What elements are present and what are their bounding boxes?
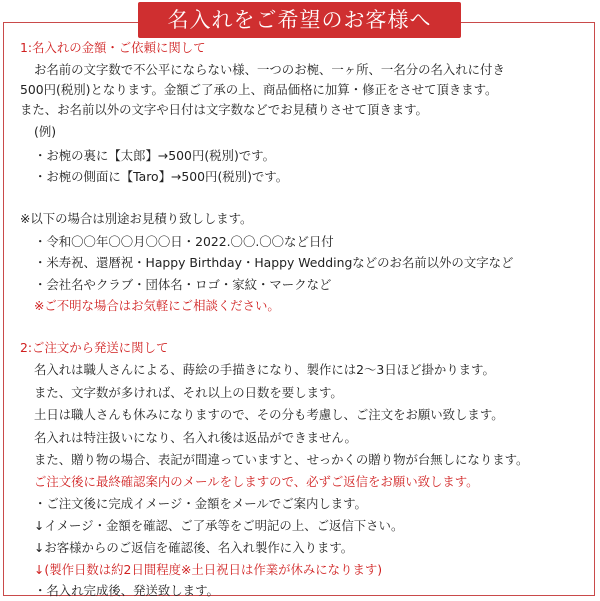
notice-line: 土日は職人さんも休みになりますので、その分も考慮し、ご注文をお願い致します。: [34, 407, 504, 422]
notice-line: また、お名前以外の文字や日付は文字数などでお見積りさせて頂きます。: [20, 102, 428, 117]
notice-line: 2:ご注文から発送に関して: [20, 340, 169, 355]
notice-line: ・お椀の裏に【太郎】→500円(税別)です。: [34, 148, 275, 163]
notice-line: ・令和〇〇年〇〇月〇〇日・2022.〇〇.〇〇など日付: [34, 234, 334, 249]
notice-line: ・会社名やクラブ・団体名・ロゴ・家紋・マークなど: [34, 277, 332, 292]
notice-line: ※以下の場合は別途お見積り致しします。: [20, 211, 253, 226]
notice-line: ↓イメージ・金額を確認、ご了承等をご明記の上、ご返信下さい。: [34, 518, 404, 533]
notice-line: 500円(税別)となります。金額ご了承の上、商品価格に加算・修正をさせて頂きます。: [20, 82, 498, 97]
notice-line: (例): [34, 124, 57, 139]
notice-line: また、文字数が多ければ、それ以上の日数を要します。: [34, 385, 343, 400]
notice-line: 名入れは特注扱いになり、名入れ後は返品ができません。: [34, 430, 357, 445]
notice-line: ↓(製作日数は約2日間程度※土日祝日は作業が休みになります): [34, 562, 383, 577]
notice-line: 名入れは職人さんによる、蒔絵の手描きになり、製作には2〜3日ほど掛かります。: [34, 362, 495, 377]
notice-line: 1:名入れの金額・ご依頼に関して: [20, 40, 206, 55]
notice-line: ↓お客様からのご返信を確認後、名入れ製作に入ります。: [34, 540, 354, 555]
notice-line: ・名入れ完成後、発送致します。: [34, 583, 219, 598]
notice-line: ※ご不明な場合はお気軽にご相談ください。: [34, 298, 280, 313]
notice-line: ・米寿祝、還暦祝・Happy Birthday・Happy Weddingなどのお名前以外の文字など: [34, 255, 514, 270]
notice-line: ・お椀の側面に【Taro】→500円(税別)です。: [34, 169, 289, 184]
notice-title: 名入れをご希望のお客様へ: [138, 2, 461, 38]
notice-line: お名前の文字数で不公平にならない様、一つのお椀、一ヶ所、一名分の名入れに付き: [34, 62, 505, 77]
notice-line: また、贈り物の場合、表記が間違っていますと、せっかくの贈り物が台無しになります。: [34, 452, 529, 467]
notice-line: ご注文後に最終確認案内のメールをしますので、必ずご返信をお願い致します。: [34, 474, 479, 489]
notice-line: ・ご注文後に完成イメージ・金額をメールでご案内します。: [34, 496, 367, 511]
